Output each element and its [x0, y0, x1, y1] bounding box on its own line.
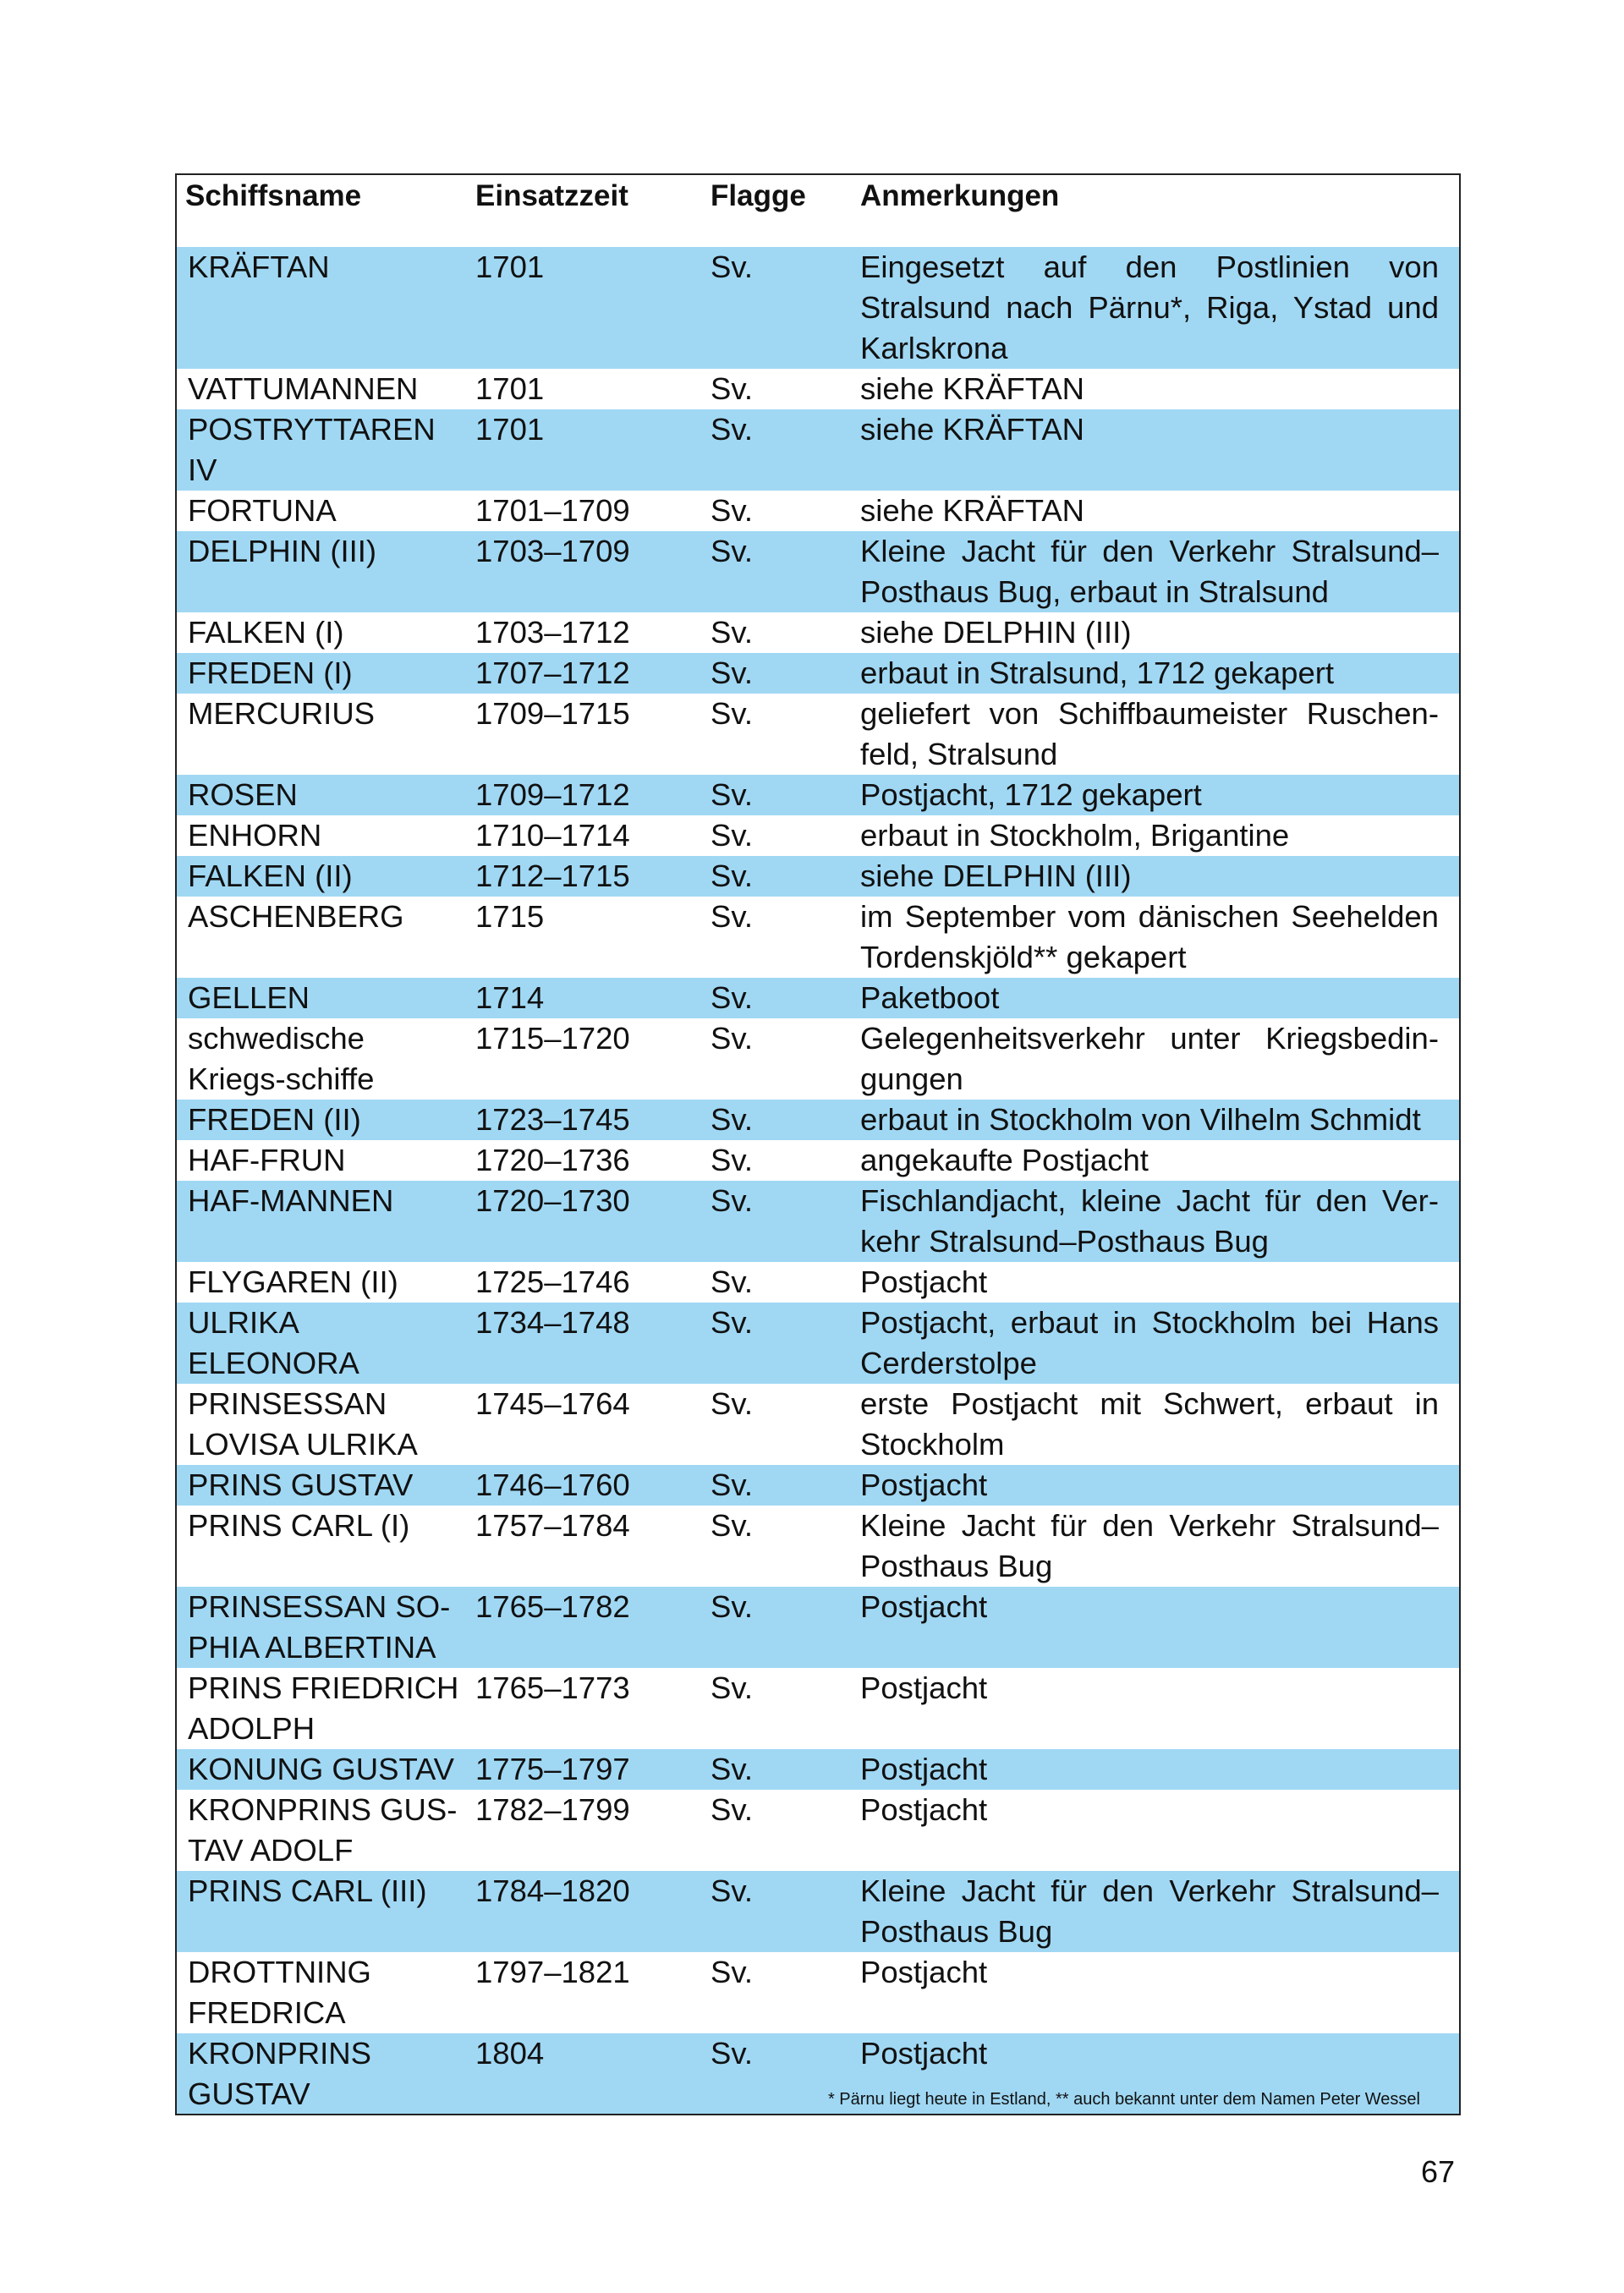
cell-flag: Sv.: [710, 818, 754, 853]
cell-ship-name: HAF-FRUN: [188, 1143, 346, 1177]
cell-deployment-time: 1709–1715: [475, 696, 630, 731]
cell-notes: Postjacht: [860, 1670, 988, 1705]
cell-deployment-time: 1707–1712: [469, 653, 704, 694]
cell-ship-name: FALKEN (II): [177, 856, 469, 897]
cell-ship-name: ULRIKA ELEONORA: [177, 1303, 469, 1384]
cell-notes: Fischlandjacht, kleine Jacht für den Ver-kehr Stralsund–Posthaus Bug: [853, 1181, 1459, 1262]
cell-ship-name: DELPHIN (III): [177, 531, 469, 612]
cell-flag: Sv.: [704, 1465, 853, 1506]
cell-flag: Sv.: [710, 1021, 754, 1056]
table-header-row: [177, 175, 1459, 247]
cell-deployment-time: 1765–1773: [475, 1670, 630, 1705]
cell-deployment-time: 1715–1720: [475, 1021, 630, 1056]
cell-flag: Sv.: [710, 1792, 754, 1827]
table-row: [177, 369, 1459, 409]
cell-flag: Sv.: [710, 1143, 754, 1177]
table-row: [177, 653, 1459, 694]
cell-deployment-time: 1701: [475, 371, 545, 406]
cell-ship-name: FLYGAREN (II): [188, 1264, 398, 1299]
cell-notes: angekaufte Postjacht: [860, 1143, 1149, 1177]
cell-deployment-time: 1701: [469, 409, 704, 491]
cell-ship-name: KRONPRINS GUSTAV: [177, 2033, 469, 2115]
cell-notes: Postjacht: [853, 2033, 1459, 2115]
cell-deployment-time: 1712–1715: [469, 856, 704, 897]
cell-notes: Postjacht, erbaut in Stockholm bei Hans Cerderstolpe: [853, 1303, 1459, 1384]
cell-notes: erste Postjacht mit Schwert, erbaut in Stockholm: [860, 1386, 1439, 1462]
cell-ship-name: PRINSESSAN LOVISA ULRIKA: [188, 1386, 418, 1462]
cell-ship-name: FREDEN (II): [177, 1100, 469, 1140]
cell-deployment-time: 1746–1760: [469, 1465, 704, 1506]
table-row: [177, 1303, 1459, 1384]
table-row: [177, 1018, 1459, 1100]
cell-deployment-time: 1784–1820: [469, 1871, 704, 1952]
cell-deployment-time: 1757–1784: [475, 1508, 630, 1543]
cell-notes: geliefert von Schiffbaumeister Ruschen-feld, Stralsund: [860, 696, 1439, 771]
table-row: [177, 1100, 1459, 1140]
cell-flag: Sv.: [704, 1303, 853, 1384]
cell-flag: Sv.: [710, 1955, 754, 1989]
table-row: [177, 815, 1459, 856]
cell-notes: siehe KRÄFTAN: [860, 493, 1085, 528]
cell-notes: Paketboot: [853, 978, 1459, 1018]
table-row: [177, 1587, 1459, 1668]
cell-deployment-time: 1720–1736: [475, 1143, 630, 1177]
table-row: [177, 1668, 1459, 1749]
table-row: [177, 1790, 1459, 1871]
cell-ship-name: PRINS CARL (III): [177, 1871, 469, 1952]
ship-table-body: [177, 247, 1459, 2115]
cell-notes: erbaut in Stockholm von Vilhelm Schmidt: [853, 1100, 1459, 1140]
header-ship-name: Schiffsname: [185, 179, 362, 212]
cell-deployment-time: 1804: [469, 2033, 704, 2115]
cell-flag: Sv.: [704, 775, 853, 815]
cell-ship-name: DROTTNING FREDRICA: [188, 1955, 371, 2030]
cell-flag: Sv.: [710, 371, 754, 406]
table-row: [177, 1465, 1459, 1506]
cell-notes: Kleine Jacht für den Verkehr Stralsund–Posthaus Bug, erbaut in Stralsund: [853, 531, 1459, 612]
cell-flag: Sv.: [704, 409, 853, 491]
cell-flag: Sv.: [710, 1264, 754, 1299]
table-row: [177, 491, 1459, 531]
cell-notes: Postjacht: [853, 1587, 1459, 1668]
cell-ship-name: schwedische Kriegs-schiffe: [188, 1021, 375, 1096]
cell-notes: Postjacht: [853, 1465, 1459, 1506]
table-row: [177, 612, 1459, 653]
table-footnote: * Pärnu liegt heute in Estland, ** auch bekannt unter dem Namen Peter Wessel: [827, 2090, 1420, 2109]
cell-ship-name: FREDEN (I): [177, 653, 469, 694]
cell-flag: Sv.: [710, 615, 754, 650]
cell-flag: Sv.: [710, 696, 754, 731]
cell-notes: Postjacht: [860, 1792, 988, 1827]
cell-notes: im September vom dänischen Seehelden Tordenskjöld** gekapert: [860, 899, 1439, 974]
cell-ship-name: HAF-MANNEN: [177, 1181, 469, 1262]
table-row: [177, 1262, 1459, 1303]
table-row: [177, 1506, 1459, 1587]
cell-flag: Sv.: [710, 1508, 754, 1543]
cell-flag: Sv.: [704, 531, 853, 612]
cell-ship-name: KRONPRINS GUS-TAV ADOLF: [188, 1792, 458, 1868]
cell-deployment-time: 1720–1730: [469, 1181, 704, 1262]
cell-ship-name: POSTRYTTAREN IV: [177, 409, 469, 491]
table-row: [177, 897, 1459, 978]
table-row: [177, 1952, 1459, 2033]
ship-list-frame: [175, 173, 1461, 2115]
header-notes: Anmerkungen: [860, 179, 1060, 212]
table-row: [177, 775, 1459, 815]
cell-ship-name: PRINS GUSTAV: [177, 1465, 469, 1506]
cell-deployment-time: 1709–1712: [469, 775, 704, 815]
cell-deployment-time: 1782–1799: [475, 1792, 630, 1827]
cell-notes: Eingesetzt auf den Postlinien von Stralsund nach Pärnu*, Riga, Ystad und Karlskrona: [853, 247, 1459, 369]
table-row: [177, 1384, 1459, 1465]
cell-flag: Sv.: [704, 1749, 853, 1790]
cell-flag: Sv.: [704, 653, 853, 694]
cell-flag: Sv.: [710, 493, 754, 528]
cell-ship-name: ROSEN: [177, 775, 469, 815]
cell-flag: Sv.: [704, 247, 853, 369]
cell-notes: Kleine Jacht für den Verkehr Stralsund–Posthaus Bug: [860, 1508, 1439, 1583]
cell-notes: siehe KRÄFTAN: [853, 409, 1459, 491]
cell-ship-name: GELLEN: [177, 978, 469, 1018]
cell-flag: Sv.: [704, 1181, 853, 1262]
cell-deployment-time: 1725–1746: [475, 1264, 630, 1299]
cell-ship-name: VATTUMANNEN: [188, 371, 419, 406]
table-row: [177, 694, 1459, 775]
cell-notes: Gelegenheitsverkehr unter Kriegsbedin-gungen: [860, 1021, 1439, 1096]
table-row: [177, 1871, 1459, 1952]
cell-flag: Sv.: [704, 856, 853, 897]
ship-table: [177, 175, 1459, 2115]
cell-notes: Postjacht: [860, 1264, 988, 1299]
cell-notes: Kleine Jacht für den Verkehr Stralsund–Posthaus Bug: [853, 1871, 1459, 1952]
cell-notes: siehe KRÄFTAN: [860, 371, 1085, 406]
cell-ship-name: PRINS FRIEDRICH ADOLPH: [188, 1670, 459, 1746]
header-flag: Flagge: [710, 179, 806, 212]
cell-deployment-time: 1734–1748: [469, 1303, 704, 1384]
cell-ship-name: PRINS CARL (I): [188, 1508, 410, 1543]
cell-notes: Postjacht: [853, 1749, 1459, 1790]
table-row: [177, 1749, 1459, 1790]
cell-flag: Sv.: [704, 978, 853, 1018]
cell-notes: erbaut in Stralsund, 1712 gekapert: [853, 653, 1459, 694]
cell-deployment-time: 1745–1764: [475, 1386, 630, 1421]
table-row: [177, 978, 1459, 1018]
cell-flag: Sv.: [710, 1386, 754, 1421]
cell-flag: Sv.: [710, 899, 754, 934]
cell-deployment-time: 1715: [475, 899, 545, 934]
table-row: [177, 247, 1459, 369]
cell-deployment-time: 1703–1709: [469, 531, 704, 612]
cell-notes: erbaut in Stockholm, Brigantine: [860, 818, 1290, 853]
cell-ship-name: ENHORN: [188, 818, 322, 853]
cell-ship-name: FORTUNA: [188, 493, 337, 528]
cell-deployment-time: 1765–1782: [469, 1587, 704, 1668]
header-deployment-time: Einsatzzeit: [475, 179, 628, 212]
table-row: [177, 409, 1459, 491]
cell-ship-name: KONUNG GUSTAV: [177, 1749, 469, 1790]
cell-notes: Postjacht: [860, 1955, 988, 1989]
cell-ship-name: PRINSESSAN SO-PHIA ALBERTINA: [177, 1587, 469, 1668]
cell-deployment-time: 1797–1821: [475, 1955, 630, 1989]
cell-notes: siehe DELPHIN (III): [853, 856, 1459, 897]
cell-deployment-time: 1701: [469, 247, 704, 369]
cell-deployment-time: 1775–1797: [469, 1749, 704, 1790]
cell-flag: Sv.: [704, 1587, 853, 1668]
cell-deployment-time: 1714: [469, 978, 704, 1018]
cell-ship-name: ASCHENBERG: [188, 899, 404, 934]
page-number: 67: [1421, 2154, 1456, 2189]
cell-ship-name: MERCURIUS: [188, 696, 376, 731]
cell-notes: Postjacht, 1712 gekapert: [853, 775, 1459, 815]
cell-deployment-time: 1703–1712: [475, 615, 630, 650]
cell-flag: Sv.: [704, 2033, 853, 2115]
cell-flag: Sv.: [704, 1100, 853, 1140]
cell-deployment-time: 1710–1714: [475, 818, 630, 853]
table-row: [177, 1181, 1459, 1262]
cell-deployment-time: 1701–1709: [475, 493, 630, 528]
cell-deployment-time: 1723–1745: [469, 1100, 704, 1140]
table-row: [177, 856, 1459, 897]
table-row: [177, 1140, 1459, 1181]
cell-notes: siehe DELPHIN (III): [860, 615, 1132, 650]
cell-ship-name: FALKEN (I): [188, 615, 344, 650]
cell-flag: Sv.: [704, 1871, 853, 1952]
table-row: [177, 531, 1459, 612]
cell-flag: Sv.: [710, 1670, 754, 1705]
cell-ship-name: KRÄFTAN: [177, 247, 469, 369]
